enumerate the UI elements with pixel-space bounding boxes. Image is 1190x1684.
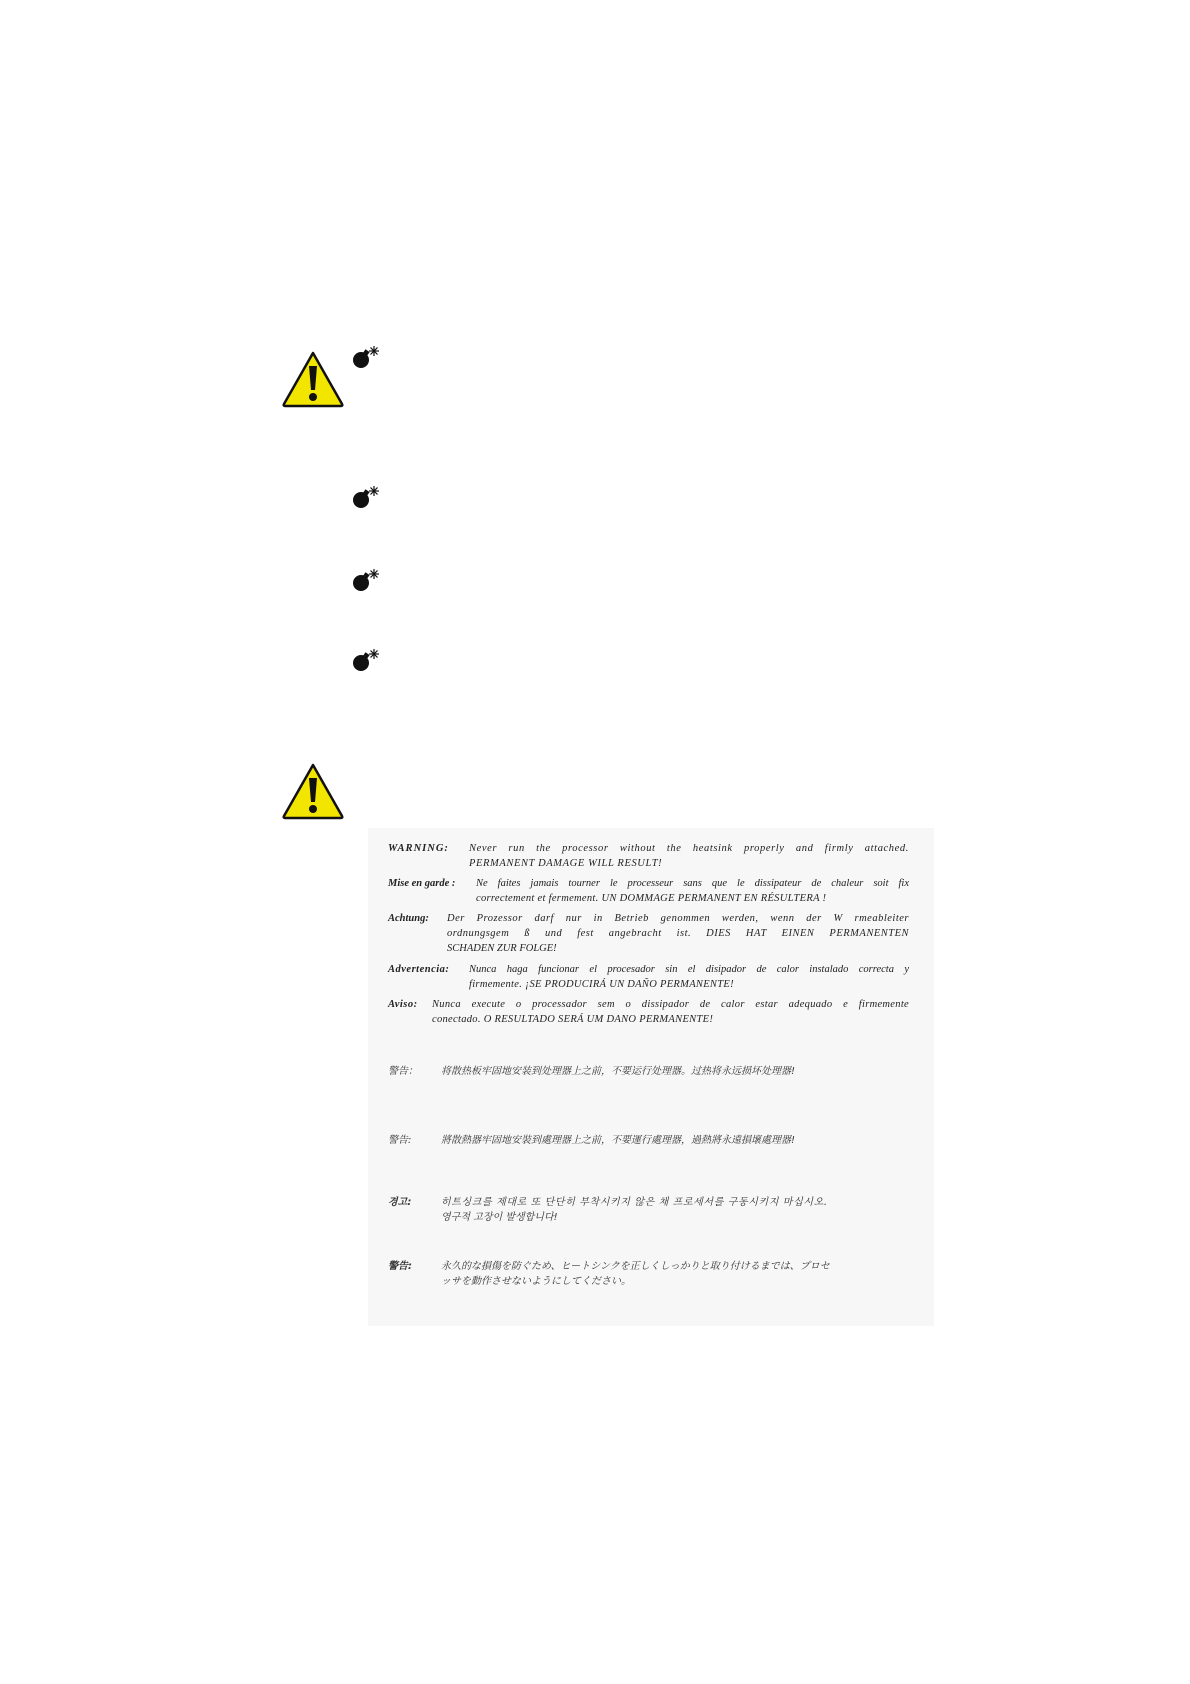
warning-text-pt-2: conectado. O RESULTADO SERÁ UM DANO PERMANENTE! xyxy=(432,1014,714,1025)
warning-text-ko-1: 히트싱크를 제대로 또 단단히 부착시키지 않은 채 프로세서를 구동시키지 마십시오. xyxy=(441,1197,828,1208)
warning-text-pt-1: Nunca execute o processador sem o dissipador de calor estar adequado e firmemente xyxy=(432,999,909,1010)
warning-text-en-1: Never run the processor without the heatsink properly and firmly attached. xyxy=(469,843,909,854)
bomb-icon xyxy=(352,648,382,672)
warning-text-en-2: PERMANENT DAMAGE WILL RESULT! xyxy=(469,858,663,869)
warning-label-es: Advertencia: xyxy=(388,964,450,975)
warning-label-de: Achtung: xyxy=(388,913,429,924)
bomb-icon xyxy=(352,485,382,509)
warning-text-ja-1: 永久的な損傷を防ぐため、ヒートシンクを正しくしっかりと取り付けるまでは、プロセ xyxy=(441,1261,830,1272)
warning-text-fr-1: Ne faites jamais tourner le processeur sans que le dissipateur de chaleur soit fix xyxy=(476,878,909,889)
bomb-icon xyxy=(352,345,382,369)
warning-text-es-1: Nunca haga funcionar el procesador sin el disipador de calor instalado correcta y xyxy=(469,964,909,975)
warning-triangle-icon xyxy=(281,350,345,408)
warning-text-zh-hans: 将散热板牢固地安装到处理器上之前，不要运行处理器。过热将永远损坏处理器! xyxy=(441,1066,796,1077)
warning-text-ja-2: ッサを動作させないようにしてください。 xyxy=(441,1276,631,1287)
warning-label-ko: 경고: xyxy=(388,1197,412,1208)
heatsink-warning-block xyxy=(368,828,934,1326)
warning-text-de-3: SCHADEN ZUR FOLGE! xyxy=(447,943,557,954)
warning-label-zh-hant: 警告: xyxy=(388,1135,412,1146)
warning-label-fr: Mise en garde : xyxy=(388,878,456,889)
warning-text-ko-2: 영구적 고장이 발생합니다! xyxy=(441,1212,558,1223)
warning-label-pt: Aviso: xyxy=(388,999,418,1010)
warning-text-es-2: firmemente. ¡SE PRODUCIRÁ UN DAÑO PERMANENTE! xyxy=(469,979,734,990)
warning-label-ja: 警告: xyxy=(388,1261,412,1272)
warning-text-de-1: Der Prozessor darf nur in Betrieb genommen werden, wenn der W rmeableiter xyxy=(447,913,909,924)
warning-text-fr-2: correctement et fermement. UN DOMMAGE PERMANENT EN RÉSULTERA ! xyxy=(476,893,827,904)
warning-label-zh-hans: 警告： xyxy=(388,1066,418,1077)
warning-triangle-icon xyxy=(281,762,345,820)
warning-text-de-2: ordnungsgem ß und fest angebracht ist. DIES HAT EINEN PERMANENTEN xyxy=(447,928,909,939)
warning-text-zh-hant: 將散熱器牢固地安裝到處理器上之前，不要運行處理器，過熱將永遠損壞處理器! xyxy=(441,1135,796,1146)
bomb-icon xyxy=(352,568,382,592)
warning-label-en: WARNING: xyxy=(388,843,449,854)
